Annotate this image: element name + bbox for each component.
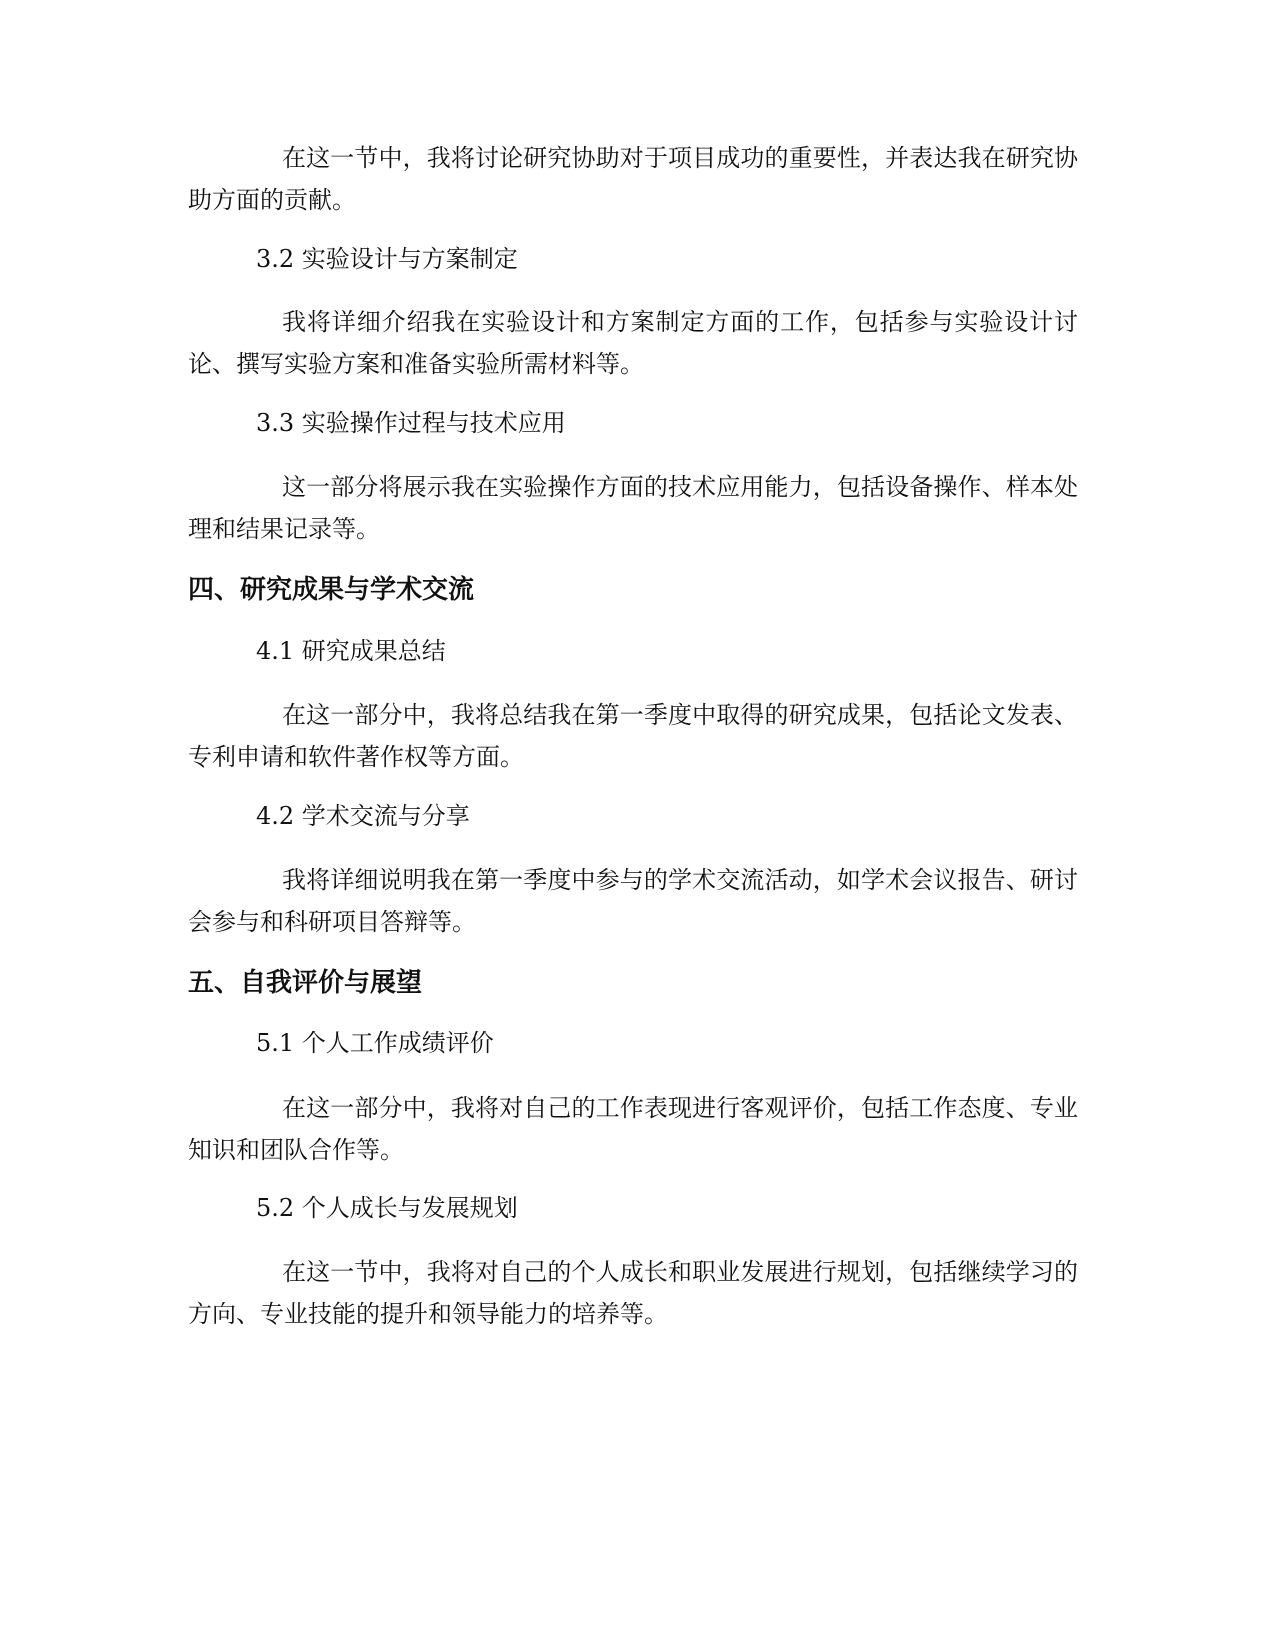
subsection-5-2-title-block: [188, 1192, 1078, 1224]
subsection-5-2-body: 在这一节中，我将对自己的个人成长和职业发展进行规划，包括继续学习的方向、专业技能的提升和领导能力的培养等。: [188, 1258, 1078, 1328]
subsection-3-2-title-block: [188, 243, 1078, 275]
subsection-3-2-title: 3.2 实验设计与方案制定: [256, 245, 518, 273]
subsection-5-1-body-block: [188, 1087, 1078, 1171]
subsection-3-3-title-block: [188, 407, 1078, 439]
subsection-4-2-body-block: [188, 859, 1078, 943]
subsection-4-1-title-block: [188, 635, 1078, 667]
subsection-3-2-body-block: [188, 301, 1078, 385]
subsection-5-1-title: 5.1 个人工作成绩评价: [256, 1029, 494, 1057]
section-4-heading-block: [188, 573, 1078, 607]
subsection-3-2-body: 我将详细介绍我在实验设计和方案制定方面的工作，包括参与实验设计讨论、撰写实验方案和准备实验所需材料等。: [188, 308, 1078, 378]
intro-paragraph-block: [188, 137, 1078, 221]
intro-paragraph: 在这一节中，我将讨论研究协助对于项目成功的重要性，并表达我在研究协助方面的贡献。: [188, 144, 1078, 214]
subsection-4-1-title: 4.1 研究成果总结: [256, 637, 446, 665]
section-4-heading: 四、研究成果与学术交流: [188, 575, 475, 605]
subsection-4-2-title: 4.2 学术交流与分享: [256, 802, 470, 830]
subsection-5-1-body: 在这一部分中，我将对自己的工作表现进行客观评价，包括工作态度、专业知识和团队合作等。: [188, 1094, 1078, 1164]
subsection-3-3-body: 这一部分将展示我在实验操作方面的技术应用能力，包括设备操作、样本处理和结果记录等。: [188, 473, 1078, 543]
subsection-5-1-title-block: [188, 1027, 1078, 1059]
subsection-4-2-title-block: [188, 800, 1078, 832]
subsection-5-2-title: 5.2 个人成长与发展规划: [256, 1194, 518, 1222]
subsection-3-3-title: 3.3 实验操作过程与技术应用: [256, 409, 566, 437]
subsection-4-1-body-block: [188, 694, 1078, 778]
subsection-4-2-body: 我将详细说明我在第一季度中参与的学术交流活动，如学术会议报告、研讨会参与和科研项目答辩等。: [188, 866, 1078, 936]
subsection-4-1-body: 在这一部分中，我将总结我在第一季度中取得的研究成果，包括论文发表、专利申请和软件著作权等方面。: [188, 701, 1078, 771]
section-5-heading-block: [188, 966, 1078, 1000]
subsection-5-2-body-block: [188, 1251, 1078, 1335]
section-5-heading: 五、自我评价与展望: [188, 968, 423, 998]
subsection-3-3-body-block: [188, 466, 1078, 550]
